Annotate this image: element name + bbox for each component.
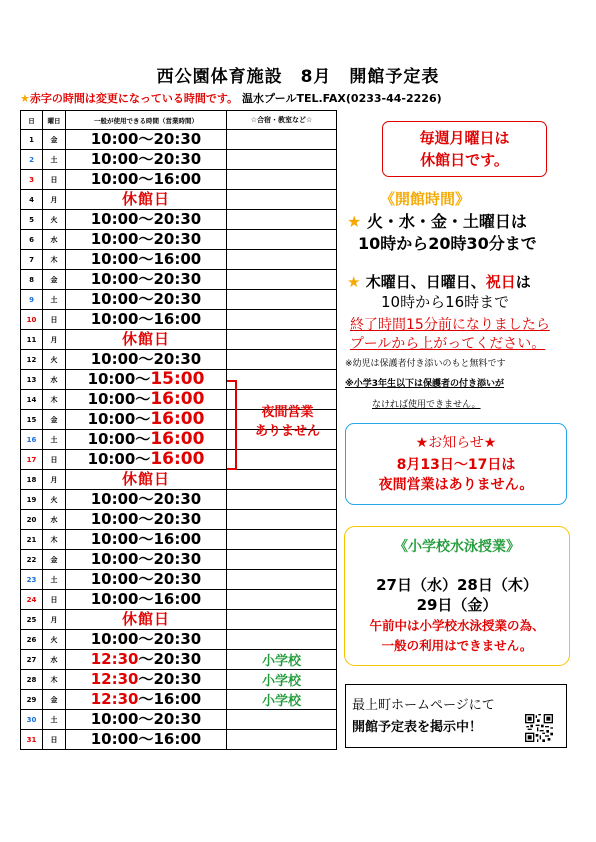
row-note: [227, 150, 337, 170]
row-day: 22: [21, 550, 43, 570]
row-hours-rest: ～16:00: [138, 690, 202, 708]
row-hours-start: 12:30: [90, 690, 139, 708]
table-row: [21, 170, 337, 190]
row-note: [227, 730, 337, 750]
row-hours: 10:00～16:00: [66, 310, 227, 330]
table-row: [21, 630, 337, 650]
closed-line2: 休館日です。: [420, 151, 509, 169]
row-dow: 水: [43, 510, 66, 530]
row-hours: 10:00～20:30: [66, 710, 227, 730]
table-row: [21, 690, 337, 710]
table-row: [21, 150, 337, 170]
hours-weekday-line2: 10時から20時30分まで: [358, 234, 537, 253]
hours-weekday-text: 火・水・金・土曜日は: [366, 212, 527, 231]
child-notice-line1: ※小学3年生以下は保護者の付き添いが: [345, 379, 505, 389]
opening-hours-header: 《開館時間》: [380, 190, 471, 208]
row-day: 10: [21, 310, 43, 330]
table-row: [21, 230, 337, 250]
row-dow: 土: [43, 430, 66, 450]
row-day: 29: [21, 690, 43, 710]
row-hours: 10:00～20:30: [66, 350, 227, 370]
row-dow: 水: [43, 370, 66, 390]
row-day: 28: [21, 670, 43, 690]
row-note: [227, 290, 337, 310]
star-icon: ★: [347, 212, 362, 231]
infant-notice: ※幼児は保護者付き添いのもと無料です: [345, 359, 506, 369]
row-note: [227, 250, 337, 270]
table-row: [21, 350, 337, 370]
row-hours-end: 15:00: [150, 369, 205, 389]
row-dow: 火: [43, 210, 66, 230]
pool-notice-line1: 終了時間15分前になりましたら: [350, 317, 550, 333]
table-row: [21, 210, 337, 230]
row-hours-rest: ～20:30: [138, 670, 202, 688]
row-dow: 金: [43, 130, 66, 150]
row-note: [227, 210, 337, 230]
row-hours: 10:00～16:00: [66, 530, 227, 550]
header-note: ☆合宿・教室など☆: [227, 111, 337, 130]
row-hours: [66, 430, 227, 450]
row-hours-end: 16:00: [150, 449, 205, 469]
row-day: 16: [21, 430, 43, 450]
row-day: 11: [21, 330, 43, 350]
table-row: [21, 610, 337, 630]
row-note: 小学校: [227, 650, 337, 670]
row-dow: 火: [43, 490, 66, 510]
row-hours-end: 16:00: [150, 429, 205, 449]
note-text: 赤字の時間は変更になっている時間です。: [29, 92, 238, 105]
night-bracket: [227, 380, 237, 470]
row-note: [227, 450, 337, 470]
row-hours: 休館日: [66, 190, 227, 210]
row-dow: 日: [43, 310, 66, 330]
row-day: 31: [21, 730, 43, 750]
row-note: [227, 530, 337, 550]
table-row: [21, 650, 337, 670]
row-dow: 金: [43, 270, 66, 290]
row-day: 26: [21, 630, 43, 650]
school-swim-dates2: 29日（金）: [416, 596, 498, 614]
holiday-text: 祝日: [485, 273, 516, 291]
table-row: [21, 550, 337, 570]
night-note-line2: ありません: [254, 424, 320, 439]
table-row: [21, 570, 337, 590]
row-dow: 月: [43, 610, 66, 630]
row-note: [227, 510, 337, 530]
row-note: [227, 490, 337, 510]
row-note: [227, 230, 337, 250]
row-hours: 10:00～20:30: [66, 490, 227, 510]
closed-line1: 毎週月曜日は: [419, 129, 510, 147]
row-note: [227, 570, 337, 590]
homepage-line2: 開館予定表を掲示中！: [352, 720, 483, 735]
row-note: [227, 170, 337, 190]
header-day: 日: [21, 111, 43, 130]
row-day: 13: [21, 370, 43, 390]
row-hours-start: 10:00～: [87, 430, 151, 448]
page-title: 西公園体育施設 8月 開館予定表: [156, 67, 440, 87]
row-dow: 月: [43, 190, 66, 210]
row-hours-rest: ～20:30: [138, 650, 202, 668]
row-dow: 木: [43, 390, 66, 410]
row-day: 18: [21, 470, 43, 490]
row-note: [227, 370, 337, 390]
row-day: 7: [21, 250, 43, 270]
table-header-row: [21, 111, 337, 130]
pool-notice-line2: プールから上がってください。: [350, 336, 546, 352]
table-row: [21, 510, 337, 530]
row-hours: 10:00～20:30: [66, 510, 227, 530]
row-hours: 10:00～20:30: [66, 270, 227, 290]
child-notice-line2: なければ使用できません。: [372, 400, 481, 410]
notice-line2: 夜間営業はありません。: [378, 477, 534, 493]
table-row: [21, 130, 337, 150]
row-dow: 水: [43, 230, 66, 250]
row-note: [227, 330, 337, 350]
row-dow: 火: [43, 350, 66, 370]
row-dow: 金: [43, 410, 66, 430]
row-day: 23: [21, 570, 43, 590]
row-note: [227, 590, 337, 610]
homepage-line1: 最上町ホームページにて: [352, 698, 495, 713]
school-swim-dates1: 27日（水）28日（木）: [376, 576, 538, 594]
row-hours: [66, 450, 227, 470]
row-hours: 10:00～20:30: [66, 570, 227, 590]
table-row: [21, 270, 337, 290]
row-day: 15: [21, 410, 43, 430]
row-day: 27: [21, 650, 43, 670]
row-day: 21: [21, 530, 43, 550]
row-dow: 金: [43, 690, 66, 710]
notice-line1: 8月13日～17日は: [396, 457, 516, 473]
row-note: 小学校: [227, 690, 337, 710]
hours-weekday-line1: [347, 209, 527, 232]
row-dow: 日: [43, 170, 66, 190]
contact-text: 温水プールTEL.FAX(0233-44-2226): [242, 92, 442, 105]
table-row: [21, 670, 337, 690]
row-day: 24: [21, 590, 43, 610]
table-row: [21, 330, 337, 350]
row-dow: 水: [43, 650, 66, 670]
thu-sun-pre: 木曜日、日曜日、: [365, 273, 486, 291]
row-day: 25: [21, 610, 43, 630]
row-day: 12: [21, 350, 43, 370]
table-row: [21, 250, 337, 270]
row-hours: [66, 670, 227, 690]
table-row: [21, 590, 337, 610]
row-note: [227, 550, 337, 570]
row-hours: [66, 650, 227, 670]
row-note: [227, 710, 337, 730]
row-hours-start: 10:00～: [87, 370, 151, 388]
table-row: [21, 470, 337, 490]
row-note: [227, 130, 337, 150]
row-hours: [66, 410, 227, 430]
night-closed-note: [240, 403, 335, 441]
row-hours: 10:00～20:30: [66, 150, 227, 170]
row-hours: 休館日: [66, 470, 227, 490]
note-line: [20, 90, 442, 106]
row-dow: 金: [43, 550, 66, 570]
row-dow: 日: [43, 590, 66, 610]
row-dow: 木: [43, 530, 66, 550]
school-swim-title: 《小学校水泳授業》: [394, 539, 520, 555]
night-note-line1: 夜間営業: [261, 405, 314, 420]
row-dow: 木: [43, 670, 66, 690]
row-day: 3: [21, 170, 43, 190]
row-note: [227, 610, 337, 630]
row-dow: 日: [43, 730, 66, 750]
row-dow: 土: [43, 710, 66, 730]
row-day: 8: [21, 270, 43, 290]
row-note: [227, 190, 337, 210]
row-hours: 10:00～20:30: [66, 230, 227, 250]
row-hours-end: 16:00: [150, 409, 205, 429]
row-note: [227, 310, 337, 330]
row-hours-end: 16:00: [150, 389, 205, 409]
table-row: [21, 530, 337, 550]
row-day: 17: [21, 450, 43, 470]
row-hours: 10:00～20:30: [66, 630, 227, 650]
row-hours: 10:00～16:00: [66, 170, 227, 190]
row-day: 2: [21, 150, 43, 170]
row-hours: 10:00～16:00: [66, 250, 227, 270]
school-swim-note2: 一般の利用はできません。: [381, 638, 533, 653]
header-hours: 一般が使用できる時間（営業時間）: [66, 111, 227, 130]
row-note: [227, 270, 337, 290]
row-day: 20: [21, 510, 43, 530]
row-hours: 10:00～20:30: [66, 210, 227, 230]
row-hours: 10:00～20:30: [66, 290, 227, 310]
monday-closed-box: [382, 121, 547, 177]
row-day: 30: [21, 710, 43, 730]
row-dow: 火: [43, 630, 66, 650]
hours-thu-sun-line1: [347, 271, 531, 292]
row-hours: [66, 370, 227, 390]
row-hours-start: 12:30: [90, 670, 139, 688]
table-row: [21, 730, 337, 750]
table-row: [21, 490, 337, 510]
row-hours: 休館日: [66, 610, 227, 630]
school-swim-note1: 午前中は小学校水泳授業の為、: [369, 618, 545, 633]
table-row: [21, 450, 337, 470]
row-dow: 土: [43, 570, 66, 590]
row-dow: 日: [43, 450, 66, 470]
row-hours: 休館日: [66, 330, 227, 350]
qr-code-icon[interactable]: [525, 714, 553, 742]
table-row: [21, 190, 337, 210]
row-dow: 月: [43, 330, 66, 350]
row-hours-start: 12:30: [90, 650, 139, 668]
row-day: 4: [21, 190, 43, 210]
row-day: 5: [21, 210, 43, 230]
row-note: [227, 350, 337, 370]
row-hours: 10:00～20:30: [66, 550, 227, 570]
row-day: 1: [21, 130, 43, 150]
row-hours: [66, 390, 227, 410]
table-row: [21, 370, 337, 390]
row-day: 9: [21, 290, 43, 310]
table-row: [21, 310, 337, 330]
row-hours: 10:00～16:00: [66, 730, 227, 750]
star-icon: ★: [347, 273, 361, 291]
header-dow: 曜日: [43, 111, 66, 130]
row-note: [227, 630, 337, 650]
star-icon: ★: [20, 92, 30, 105]
row-dow: 土: [43, 150, 66, 170]
row-note: 小学校: [227, 670, 337, 690]
row-hours-start: 10:00～: [87, 390, 151, 408]
row-hours: 10:00～20:30: [66, 130, 227, 150]
row-hours-start: 10:00～: [87, 450, 151, 468]
row-day: 6: [21, 230, 43, 250]
row-day: 19: [21, 490, 43, 510]
table-row: [21, 290, 337, 310]
row-day: 14: [21, 390, 43, 410]
notice-title: ★お知らせ★: [415, 435, 497, 451]
table-row: [21, 710, 337, 730]
row-note: [227, 470, 337, 490]
row-dow: 木: [43, 250, 66, 270]
row-hours-start: 10:00～: [87, 410, 151, 428]
row-hours: 10:00～16:00: [66, 590, 227, 610]
row-dow: 月: [43, 470, 66, 490]
thu-sun-post: は: [515, 273, 531, 291]
hours-thu-sun-line2: 10時から16時まで: [381, 293, 510, 311]
row-dow: 土: [43, 290, 66, 310]
row-hours: [66, 690, 227, 710]
